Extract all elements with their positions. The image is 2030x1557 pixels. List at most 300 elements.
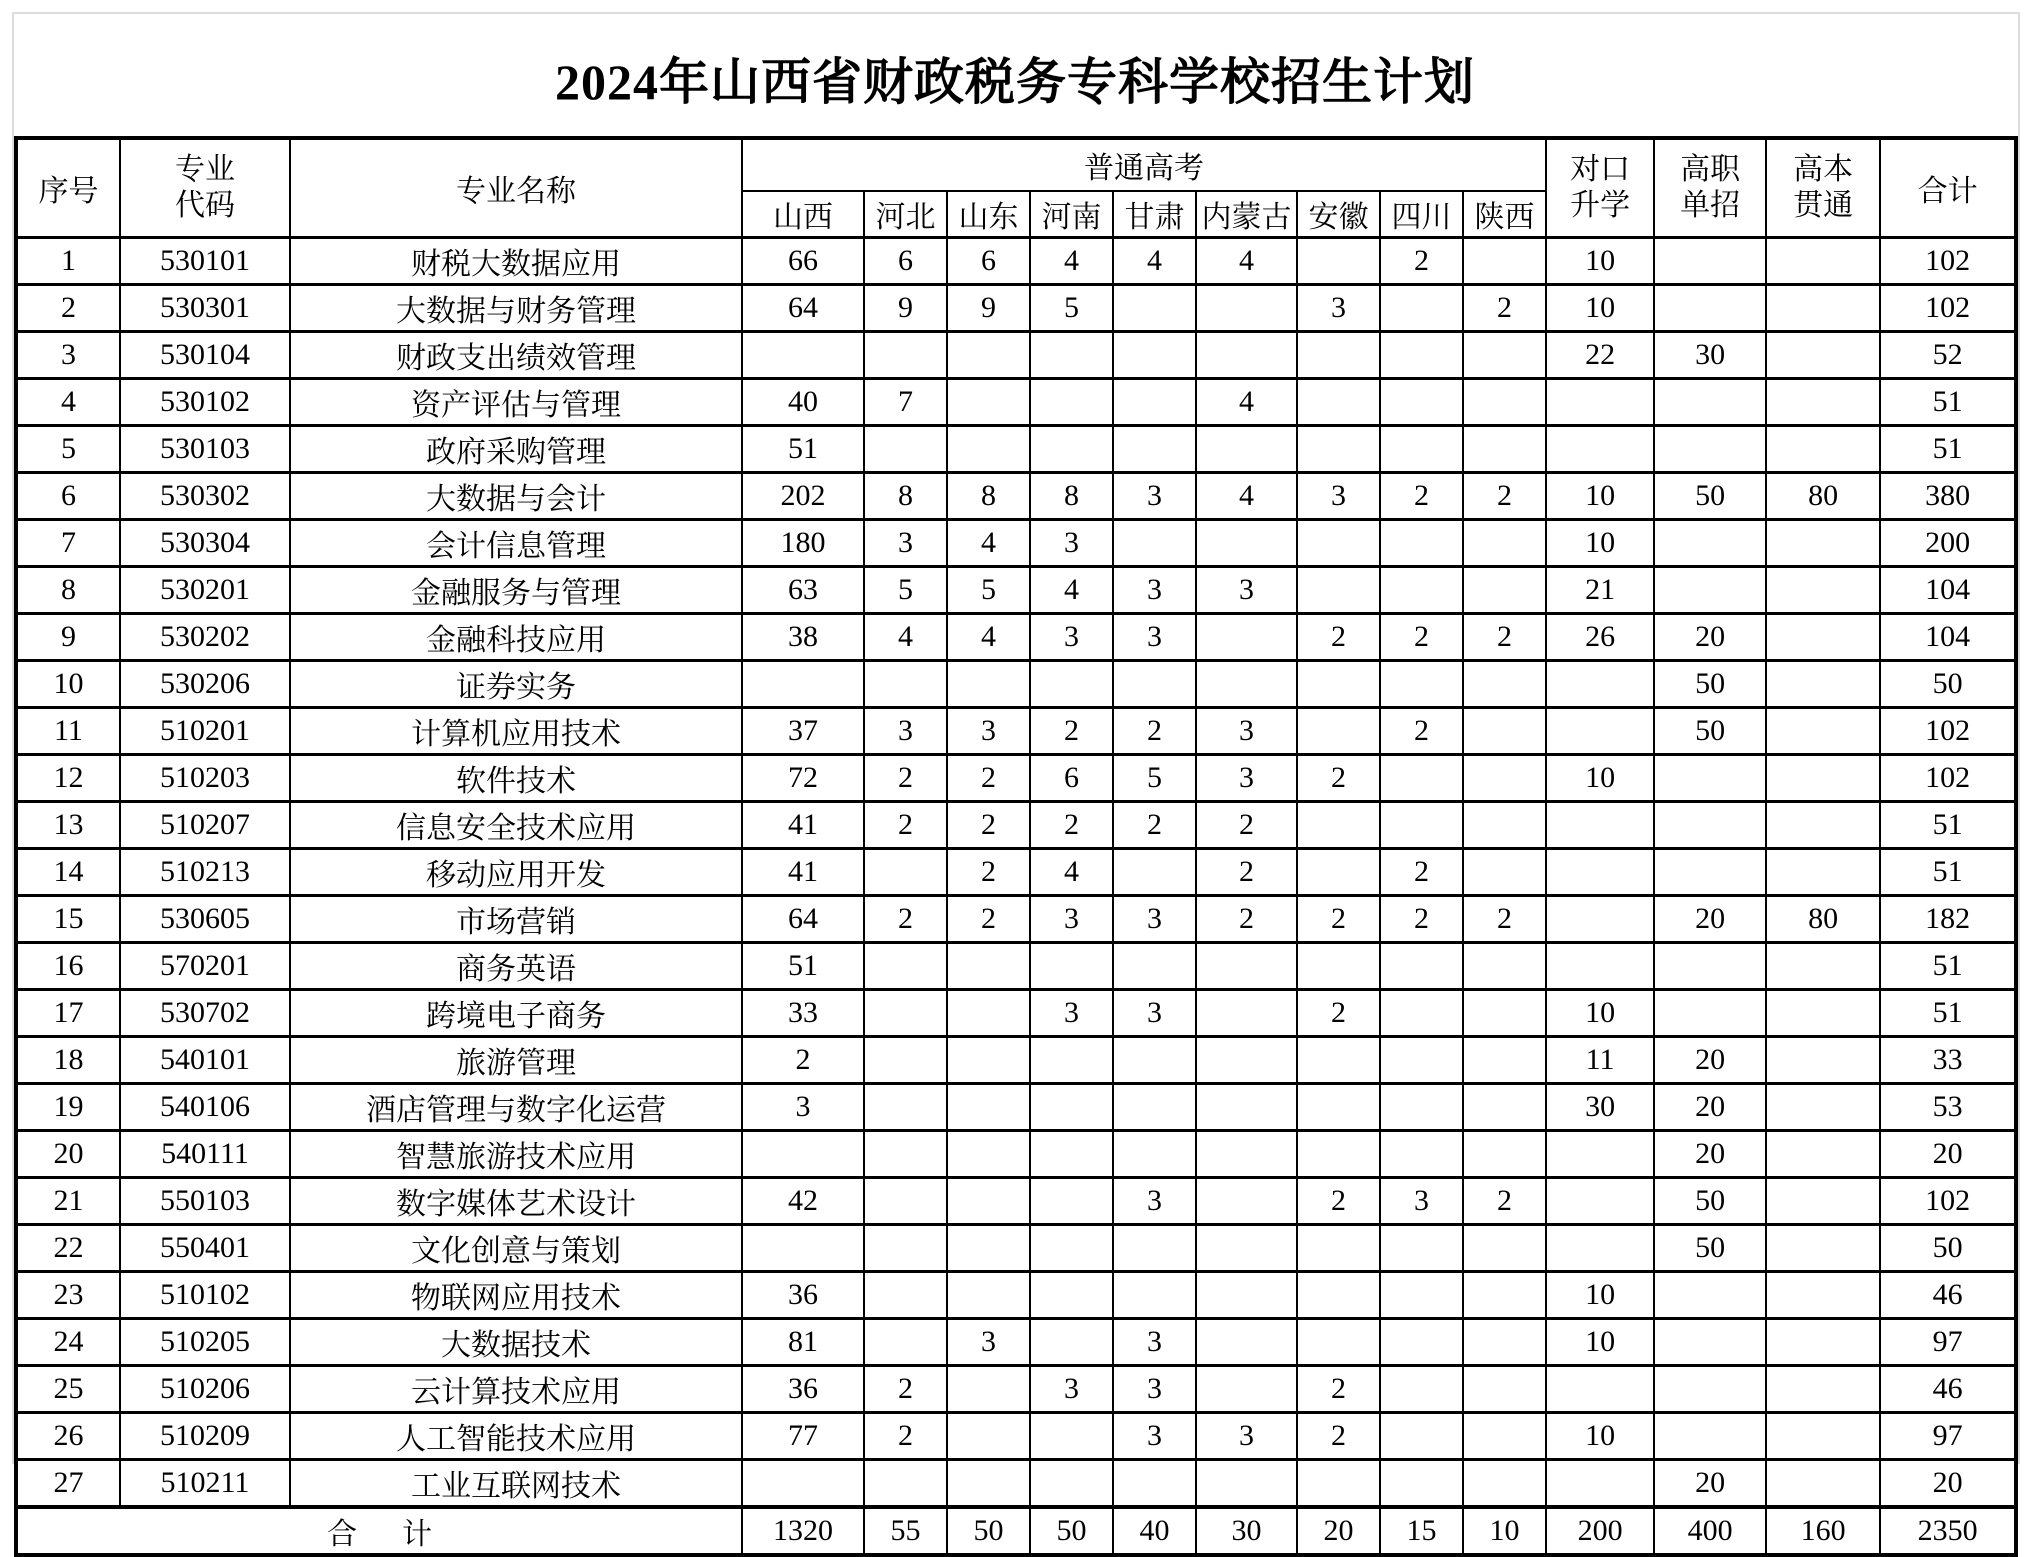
- row-index-cell: 5: [16, 426, 120, 473]
- value-sichuan-cell: [1380, 285, 1463, 332]
- value-shaanxi-cell: [1463, 802, 1546, 849]
- page-title: 2024年山西省财政税务专科学校招生计划: [555, 54, 1475, 110]
- row-index-cell: 20: [16, 1131, 120, 1178]
- value-sichuan-cell: [1380, 1225, 1463, 1272]
- value-shanxi-cell: 51: [742, 426, 864, 473]
- value-gansu-cell: 5: [1113, 755, 1196, 802]
- value-shandong-cell: [947, 661, 1030, 708]
- value-henan-cell: [1030, 1131, 1113, 1178]
- value-sichuan-cell: [1380, 1131, 1463, 1178]
- major-code-cell: 510201: [120, 708, 290, 755]
- value-total-cell: 200: [1880, 520, 2016, 567]
- major-name-cell: 政府采购管理: [290, 426, 742, 473]
- value-gansu-cell: [1113, 1037, 1196, 1084]
- value-shanxi-cell: 33: [742, 990, 864, 1037]
- value-vocational-transfer-cell: 10: [1546, 238, 1654, 285]
- value-total-cell: 102: [1880, 708, 2016, 755]
- value-shanxi-cell: 64: [742, 285, 864, 332]
- value-neimenggu-cell: 4: [1196, 379, 1297, 426]
- header-total: 合计: [1880, 138, 2016, 238]
- value-sichuan-cell: 2: [1380, 614, 1463, 661]
- value-college-bachelor-link-cell: [1766, 567, 1880, 614]
- value-henan-cell: 2: [1030, 708, 1113, 755]
- value-sichuan-cell: 2: [1380, 473, 1463, 520]
- major-name-cell: 工业互联网技术: [290, 1460, 742, 1508]
- value-shandong-cell: [947, 379, 1030, 426]
- value-shaanxi-cell: [1463, 990, 1546, 1037]
- value-shanxi-cell: 36: [742, 1272, 864, 1319]
- row-index-cell: 19: [16, 1084, 120, 1131]
- value-total-cell: 104: [1880, 614, 2016, 661]
- value-anhui-cell: [1297, 708, 1380, 755]
- value-college-bachelor-link-cell: [1766, 1037, 1880, 1084]
- value-shanxi-cell: 202: [742, 473, 864, 520]
- major-code-cell: 510207: [120, 802, 290, 849]
- total-value-cell: 2350: [1880, 1507, 2016, 1555]
- value-shandong-cell: [947, 1225, 1030, 1272]
- header-province-hebei: 河北: [864, 191, 947, 238]
- value-shanxi-cell: [742, 1460, 864, 1508]
- value-vocational-transfer-cell: 21: [1546, 567, 1654, 614]
- value-gansu-cell: 4: [1113, 238, 1196, 285]
- value-gansu-cell: [1113, 285, 1196, 332]
- value-college-bachelor-link-cell: [1766, 802, 1880, 849]
- major-code-cell: 530702: [120, 990, 290, 1037]
- row-index-cell: 16: [16, 943, 120, 990]
- value-gansu-cell: [1113, 1131, 1196, 1178]
- value-anhui-cell: 2: [1297, 1178, 1380, 1225]
- value-neimenggu-cell: [1196, 520, 1297, 567]
- total-value-cell: 50: [947, 1507, 1030, 1555]
- value-shaanxi-cell: [1463, 1131, 1546, 1178]
- total-value-cell: 15: [1380, 1507, 1463, 1555]
- value-neimenggu-cell: 2: [1196, 896, 1297, 943]
- table-row: [16, 990, 2016, 1037]
- header-single-recruitment: [1654, 138, 1766, 238]
- value-single-recruitment-cell: [1654, 943, 1766, 990]
- major-name-cell: 跨境电子商务: [290, 990, 742, 1037]
- major-name-cell: 人工智能技术应用: [290, 1413, 742, 1460]
- major-code-cell: 510206: [120, 1366, 290, 1413]
- value-hebei-cell: 2: [864, 896, 947, 943]
- value-sichuan-cell: [1380, 1366, 1463, 1413]
- table-row: [16, 661, 2016, 708]
- header-major-name: 专业名称: [290, 138, 742, 238]
- header-row-1: [16, 138, 2016, 191]
- value-shanxi-cell: 40: [742, 379, 864, 426]
- value-henan-cell: 5: [1030, 285, 1113, 332]
- row-index-cell: 14: [16, 849, 120, 896]
- value-henan-cell: 2: [1030, 802, 1113, 849]
- value-shanxi-cell: 3: [742, 1084, 864, 1131]
- table-row: [16, 567, 2016, 614]
- value-total-cell: 380: [1880, 473, 2016, 520]
- value-shaanxi-cell: [1463, 1460, 1546, 1508]
- major-code-cell: 510102: [120, 1272, 290, 1319]
- value-total-cell: 46: [1880, 1272, 2016, 1319]
- value-anhui-cell: [1297, 1084, 1380, 1131]
- value-anhui-cell: [1297, 1225, 1380, 1272]
- value-shanxi-cell: 77: [742, 1413, 864, 1460]
- value-single-recruitment-cell: 20: [1654, 614, 1766, 661]
- value-henan-cell: [1030, 1413, 1113, 1460]
- value-shanxi-cell: [742, 1131, 864, 1178]
- value-shandong-cell: 5: [947, 567, 1030, 614]
- value-gansu-cell: [1113, 1084, 1196, 1131]
- value-anhui-cell: [1297, 802, 1380, 849]
- value-neimenggu-cell: [1196, 285, 1297, 332]
- value-gansu-cell: 3: [1113, 896, 1196, 943]
- value-vocational-transfer-cell: 10: [1546, 755, 1654, 802]
- value-gansu-cell: [1113, 943, 1196, 990]
- value-hebei-cell: 3: [864, 520, 947, 567]
- value-college-bachelor-link-cell: [1766, 661, 1880, 708]
- value-hebei-cell: [864, 332, 947, 379]
- row-index-cell: 26: [16, 1413, 120, 1460]
- value-shanxi-cell: 63: [742, 567, 864, 614]
- row-index-cell: 15: [16, 896, 120, 943]
- value-shanxi-cell: 51: [742, 943, 864, 990]
- table-row: [16, 1131, 2016, 1178]
- major-code-cell: 540106: [120, 1084, 290, 1131]
- row-index-cell: 6: [16, 473, 120, 520]
- value-vocational-transfer-cell: [1546, 708, 1654, 755]
- value-shaanxi-cell: [1463, 1413, 1546, 1460]
- value-gansu-cell: 3: [1113, 1178, 1196, 1225]
- value-vocational-transfer-cell: [1546, 943, 1654, 990]
- value-shandong-cell: [947, 1084, 1030, 1131]
- major-code-cell: 570201: [120, 943, 290, 990]
- value-sichuan-cell: [1380, 567, 1463, 614]
- table-row: [16, 1413, 2016, 1460]
- value-college-bachelor-link-cell: [1766, 1272, 1880, 1319]
- value-anhui-cell: 2: [1297, 896, 1380, 943]
- value-college-bachelor-link-cell: [1766, 520, 1880, 567]
- value-henan-cell: [1030, 1319, 1113, 1366]
- value-neimenggu-cell: 2: [1196, 849, 1297, 896]
- value-hebei-cell: [864, 661, 947, 708]
- value-hebei-cell: [864, 1178, 947, 1225]
- value-shaanxi-cell: [1463, 1366, 1546, 1413]
- value-sichuan-cell: [1380, 426, 1463, 473]
- value-shanxi-cell: 37: [742, 708, 864, 755]
- value-college-bachelor-link-cell: [1766, 332, 1880, 379]
- value-single-recruitment-cell: 50: [1654, 661, 1766, 708]
- value-henan-cell: [1030, 1225, 1113, 1272]
- value-shanxi-cell: 81: [742, 1319, 864, 1366]
- value-shanxi-cell: [742, 332, 864, 379]
- value-total-cell: 20: [1880, 1131, 2016, 1178]
- value-anhui-cell: [1297, 567, 1380, 614]
- value-anhui-cell: [1297, 1460, 1380, 1508]
- value-shaanxi-cell: 2: [1463, 285, 1546, 332]
- value-anhui-cell: [1297, 849, 1380, 896]
- value-neimenggu-cell: 4: [1196, 473, 1297, 520]
- value-neimenggu-cell: [1196, 1037, 1297, 1084]
- value-total-cell: 97: [1880, 1319, 2016, 1366]
- value-henan-cell: 8: [1030, 473, 1113, 520]
- value-vocational-transfer-cell: 10: [1546, 990, 1654, 1037]
- major-name-cell: 旅游管理: [290, 1037, 742, 1084]
- major-code-cell: 550401: [120, 1225, 290, 1272]
- major-code-cell: 530202: [120, 614, 290, 661]
- total-value-cell: 50: [1030, 1507, 1113, 1555]
- value-gansu-cell: 3: [1113, 1413, 1196, 1460]
- value-shanxi-cell: 41: [742, 802, 864, 849]
- value-shandong-cell: [947, 990, 1030, 1037]
- header-serial-number: 序号: [16, 138, 120, 238]
- value-single-recruitment-cell: [1654, 238, 1766, 285]
- header-vocational-transfer-line2: 升学: [1570, 189, 1631, 222]
- value-gansu-cell: [1113, 332, 1196, 379]
- table-row: [16, 1272, 2016, 1319]
- value-henan-cell: [1030, 1272, 1113, 1319]
- major-name-cell: 财税大数据应用: [290, 238, 742, 285]
- value-shanxi-cell: 41: [742, 849, 864, 896]
- major-code-cell: 510205: [120, 1319, 290, 1366]
- table-row: [16, 332, 2016, 379]
- value-sichuan-cell: [1380, 1272, 1463, 1319]
- value-henan-cell: [1030, 1178, 1113, 1225]
- header-college-bachelor-link: [1766, 138, 1880, 238]
- table-row: [16, 755, 2016, 802]
- table-row: [16, 943, 2016, 990]
- row-index-cell: 10: [16, 661, 120, 708]
- major-code-cell: 530304: [120, 520, 290, 567]
- value-gansu-cell: [1113, 520, 1196, 567]
- major-code-cell: 530206: [120, 661, 290, 708]
- value-total-cell: 50: [1880, 661, 2016, 708]
- major-code-cell: 540111: [120, 1131, 290, 1178]
- value-anhui-cell: [1297, 1037, 1380, 1084]
- major-code-cell: 510211: [120, 1460, 290, 1508]
- total-value-cell: 55: [864, 1507, 947, 1555]
- value-shaanxi-cell: [1463, 567, 1546, 614]
- table-row: [16, 238, 2016, 285]
- value-neimenggu-cell: 3: [1196, 755, 1297, 802]
- major-code-cell: 530301: [120, 285, 290, 332]
- header-major-code-line1: 专业: [175, 153, 235, 186]
- value-henan-cell: 3: [1030, 1366, 1113, 1413]
- value-total-cell: 51: [1880, 943, 2016, 990]
- major-name-cell: 信息安全技术应用: [290, 802, 742, 849]
- value-single-recruitment-cell: 20: [1654, 1460, 1766, 1508]
- value-shaanxi-cell: [1463, 332, 1546, 379]
- total-value-cell: 160: [1766, 1507, 1880, 1555]
- value-gansu-cell: [1113, 379, 1196, 426]
- value-shaanxi-cell: [1463, 943, 1546, 990]
- value-henan-cell: 3: [1030, 520, 1113, 567]
- table-row: [16, 1319, 2016, 1366]
- value-vocational-transfer-cell: 22: [1546, 332, 1654, 379]
- value-henan-cell: [1030, 1037, 1113, 1084]
- value-neimenggu-cell: [1196, 1084, 1297, 1131]
- value-gansu-cell: 3: [1113, 567, 1196, 614]
- major-code-cell: 530605: [120, 896, 290, 943]
- value-sichuan-cell: [1380, 1319, 1463, 1366]
- value-shandong-cell: [947, 943, 1030, 990]
- value-total-cell: 51: [1880, 426, 2016, 473]
- total-value-cell: 40: [1113, 1507, 1196, 1555]
- value-shaanxi-cell: [1463, 755, 1546, 802]
- value-shaanxi-cell: [1463, 426, 1546, 473]
- table-row: [16, 1225, 2016, 1272]
- value-single-recruitment-cell: 50: [1654, 1225, 1766, 1272]
- value-henan-cell: 4: [1030, 238, 1113, 285]
- value-college-bachelor-link-cell: [1766, 849, 1880, 896]
- value-single-recruitment-cell: [1654, 755, 1766, 802]
- value-college-bachelor-link-cell: [1766, 1366, 1880, 1413]
- major-name-cell: 财政支出绩效管理: [290, 332, 742, 379]
- value-total-cell: 51: [1880, 990, 2016, 1037]
- value-anhui-cell: [1297, 520, 1380, 567]
- value-neimenggu-cell: 2: [1196, 802, 1297, 849]
- value-total-cell: 53: [1880, 1084, 2016, 1131]
- total-label: 合 计: [16, 1507, 742, 1555]
- total-row: [16, 1507, 2016, 1555]
- value-neimenggu-cell: [1196, 661, 1297, 708]
- value-hebei-cell: [864, 849, 947, 896]
- header-single-recruitment-line2: 单招: [1680, 189, 1741, 222]
- value-gansu-cell: 2: [1113, 802, 1196, 849]
- value-shaanxi-cell: [1463, 849, 1546, 896]
- table-row: [16, 849, 2016, 896]
- value-sichuan-cell: 3: [1380, 1178, 1463, 1225]
- value-shaanxi-cell: [1463, 1037, 1546, 1084]
- value-shanxi-cell: 180: [742, 520, 864, 567]
- value-vocational-transfer-cell: 10: [1546, 285, 1654, 332]
- major-name-cell: 资产评估与管理: [290, 379, 742, 426]
- header-vocational-transfer-line1: 对口: [1570, 153, 1631, 186]
- table-row: [16, 896, 2016, 943]
- value-shanxi-cell: 72: [742, 755, 864, 802]
- value-henan-cell: 3: [1030, 990, 1113, 1037]
- value-sichuan-cell: [1380, 1413, 1463, 1460]
- value-neimenggu-cell: [1196, 1319, 1297, 1366]
- value-anhui-cell: [1297, 1319, 1380, 1366]
- value-college-bachelor-link-cell: [1766, 1084, 1880, 1131]
- value-vocational-transfer-cell: [1546, 849, 1654, 896]
- table-row: [16, 1460, 2016, 1508]
- value-neimenggu-cell: [1196, 1225, 1297, 1272]
- value-hebei-cell: [864, 1225, 947, 1272]
- value-neimenggu-cell: [1196, 614, 1297, 661]
- row-index-cell: 2: [16, 285, 120, 332]
- value-single-recruitment-cell: 50: [1654, 708, 1766, 755]
- value-neimenggu-cell: [1196, 990, 1297, 1037]
- value-vocational-transfer-cell: [1546, 1131, 1654, 1178]
- value-hebei-cell: 3: [864, 708, 947, 755]
- value-college-bachelor-link-cell: [1766, 990, 1880, 1037]
- value-college-bachelor-link-cell: [1766, 1178, 1880, 1225]
- value-college-bachelor-link-cell: [1766, 238, 1880, 285]
- header-province-sichuan: 四川: [1380, 191, 1463, 238]
- value-shandong-cell: [947, 1460, 1030, 1508]
- major-code-cell: 550103: [120, 1178, 290, 1225]
- value-vocational-transfer-cell: 11: [1546, 1037, 1654, 1084]
- row-index-cell: 1: [16, 238, 120, 285]
- row-index-cell: 17: [16, 990, 120, 1037]
- value-college-bachelor-link-cell: [1766, 755, 1880, 802]
- value-sichuan-cell: [1380, 802, 1463, 849]
- value-total-cell: 102: [1880, 755, 2016, 802]
- value-neimenggu-cell: [1196, 1178, 1297, 1225]
- value-henan-cell: [1030, 332, 1113, 379]
- table-row: [16, 1084, 2016, 1131]
- header-vocational-transfer: [1546, 138, 1654, 238]
- row-index-cell: 8: [16, 567, 120, 614]
- value-hebei-cell: 8: [864, 473, 947, 520]
- value-shaanxi-cell: [1463, 520, 1546, 567]
- value-hebei-cell: 7: [864, 379, 947, 426]
- value-total-cell: 20: [1880, 1460, 2016, 1508]
- value-vocational-transfer-cell: 10: [1546, 1272, 1654, 1319]
- row-index-cell: 23: [16, 1272, 120, 1319]
- value-single-recruitment-cell: [1654, 802, 1766, 849]
- value-single-recruitment-cell: [1654, 379, 1766, 426]
- value-gansu-cell: 3: [1113, 473, 1196, 520]
- value-shandong-cell: 8: [947, 473, 1030, 520]
- value-total-cell: 102: [1880, 1178, 2016, 1225]
- value-henan-cell: [1030, 1084, 1113, 1131]
- value-anhui-cell: 2: [1297, 990, 1380, 1037]
- value-shandong-cell: 6: [947, 238, 1030, 285]
- header-province-henan: 河南: [1030, 191, 1113, 238]
- value-shandong-cell: 4: [947, 520, 1030, 567]
- major-name-cell: 软件技术: [290, 755, 742, 802]
- value-shandong-cell: 4: [947, 614, 1030, 661]
- value-single-recruitment-cell: [1654, 990, 1766, 1037]
- admission-plan-table: [14, 136, 2018, 1557]
- value-henan-cell: [1030, 661, 1113, 708]
- major-name-cell: 金融科技应用: [290, 614, 742, 661]
- value-sichuan-cell: [1380, 943, 1463, 990]
- table-row: [16, 473, 2016, 520]
- value-neimenggu-cell: [1196, 943, 1297, 990]
- value-gansu-cell: 3: [1113, 1319, 1196, 1366]
- value-hebei-cell: 6: [864, 238, 947, 285]
- value-gansu-cell: 3: [1113, 990, 1196, 1037]
- major-code-cell: 540101: [120, 1037, 290, 1084]
- value-single-recruitment-cell: [1654, 849, 1766, 896]
- major-code-cell: 530302: [120, 473, 290, 520]
- value-henan-cell: [1030, 379, 1113, 426]
- value-sichuan-cell: [1380, 1460, 1463, 1508]
- row-index-cell: 21: [16, 1178, 120, 1225]
- header-province-shandong: 山东: [947, 191, 1030, 238]
- major-name-cell: 金融服务与管理: [290, 567, 742, 614]
- value-college-bachelor-link-cell: [1766, 1319, 1880, 1366]
- value-henan-cell: [1030, 426, 1113, 473]
- total-value-cell: 1320: [742, 1507, 864, 1555]
- table-row: [16, 802, 2016, 849]
- value-vocational-transfer-cell: [1546, 1460, 1654, 1508]
- value-gansu-cell: 3: [1113, 1366, 1196, 1413]
- major-code-cell: 530102: [120, 379, 290, 426]
- value-vocational-transfer-cell: 26: [1546, 614, 1654, 661]
- header-college-bachelor-link-line2: 贯通: [1793, 189, 1854, 222]
- value-hebei-cell: [864, 426, 947, 473]
- value-shandong-cell: 2: [947, 849, 1030, 896]
- value-shaanxi-cell: [1463, 379, 1546, 426]
- major-code-cell: 530104: [120, 332, 290, 379]
- value-sichuan-cell: [1380, 990, 1463, 1037]
- total-value-cell: 30: [1196, 1507, 1297, 1555]
- value-shandong-cell: 9: [947, 285, 1030, 332]
- major-code-cell: 530101: [120, 238, 290, 285]
- value-single-recruitment-cell: 20: [1654, 896, 1766, 943]
- value-shandong-cell: [947, 1413, 1030, 1460]
